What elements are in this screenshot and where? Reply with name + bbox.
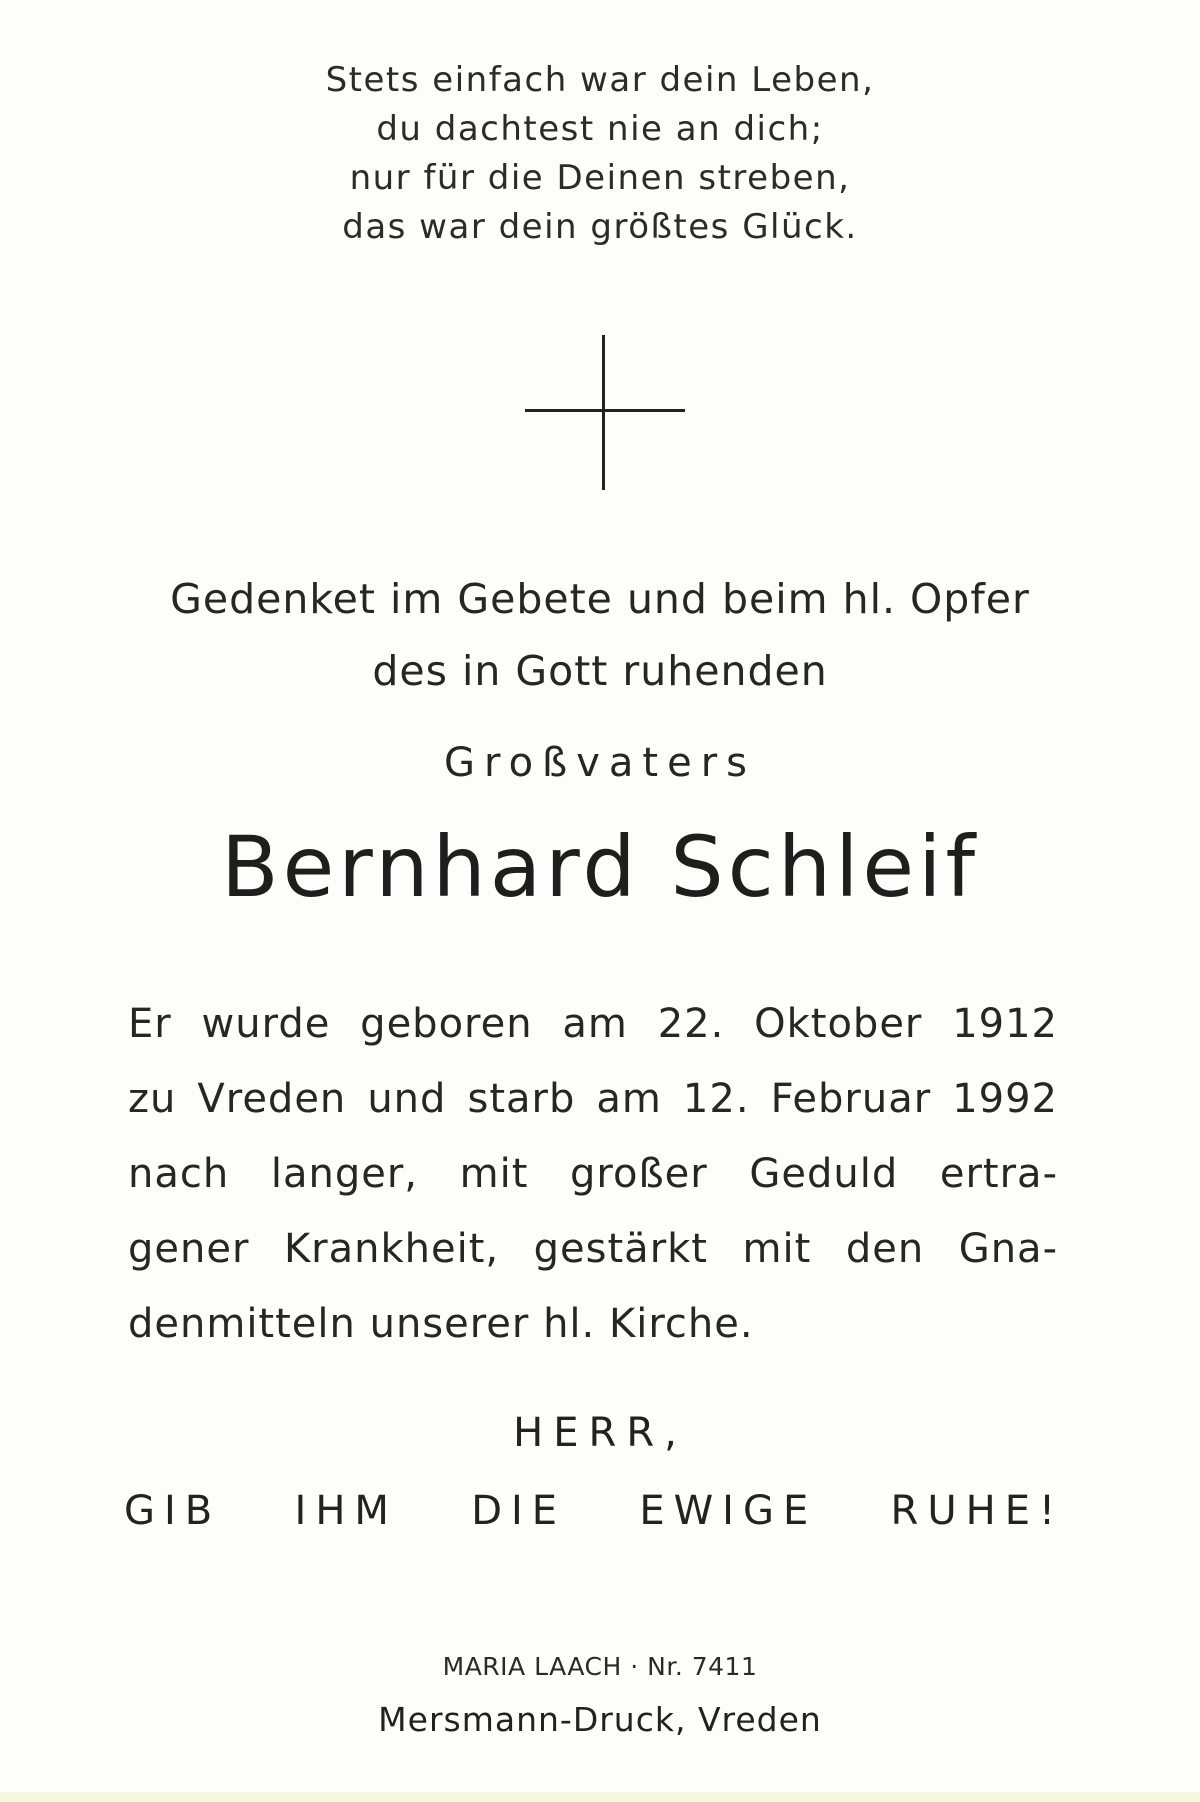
cross-horizontal-bar: [525, 409, 685, 412]
cross-icon: [525, 335, 685, 490]
bio-line: nach langer, mit großer Geduld ertra-: [128, 1151, 1058, 1197]
printer-imprint: Mersmann-Druck, Vreden: [378, 1700, 822, 1739]
prayer-line-1: HERR,: [513, 1410, 687, 1456]
bio-line: denmitteln unserer hl. Kirche.: [128, 1301, 754, 1347]
intro-line: Gedenket im Gebete und beim hl. Opfer: [170, 575, 1030, 623]
bio-line: zu Vreden und starb am 12. Februar 1992: [128, 1076, 1058, 1122]
cross-vertical-bar: [602, 335, 605, 490]
bio-line: gener Krankheit, gestärkt mit den Gna-: [128, 1226, 1058, 1272]
deceased-name: Bernhard Schleif: [220, 818, 980, 916]
intro-text: [0, 563, 1200, 707]
verse-line: du dachtest nie an dich;: [376, 109, 824, 149]
prayer-line-2: GIB IHM DIE EWIGE RUHE!: [124, 1488, 1064, 1534]
publisher-imprint: MARIA LAACH · Nr. 7411: [442, 1652, 758, 1681]
verse-line: nur für die Deinen streben,: [349, 158, 851, 198]
biography-text: [128, 987, 1058, 1362]
verse-line: Stets einfach war dein Leben,: [325, 60, 875, 100]
relation-label: Großvaters: [444, 740, 756, 786]
verse-line: das war dein größtes Glück.: [342, 207, 858, 247]
intro-line: des in Gott ruhenden: [372, 647, 828, 695]
memorial-verse: [0, 56, 1200, 252]
paper-edge: [0, 1792, 1200, 1802]
bio-line: Er wurde geboren am 22. Oktober 1912: [128, 1001, 1058, 1047]
